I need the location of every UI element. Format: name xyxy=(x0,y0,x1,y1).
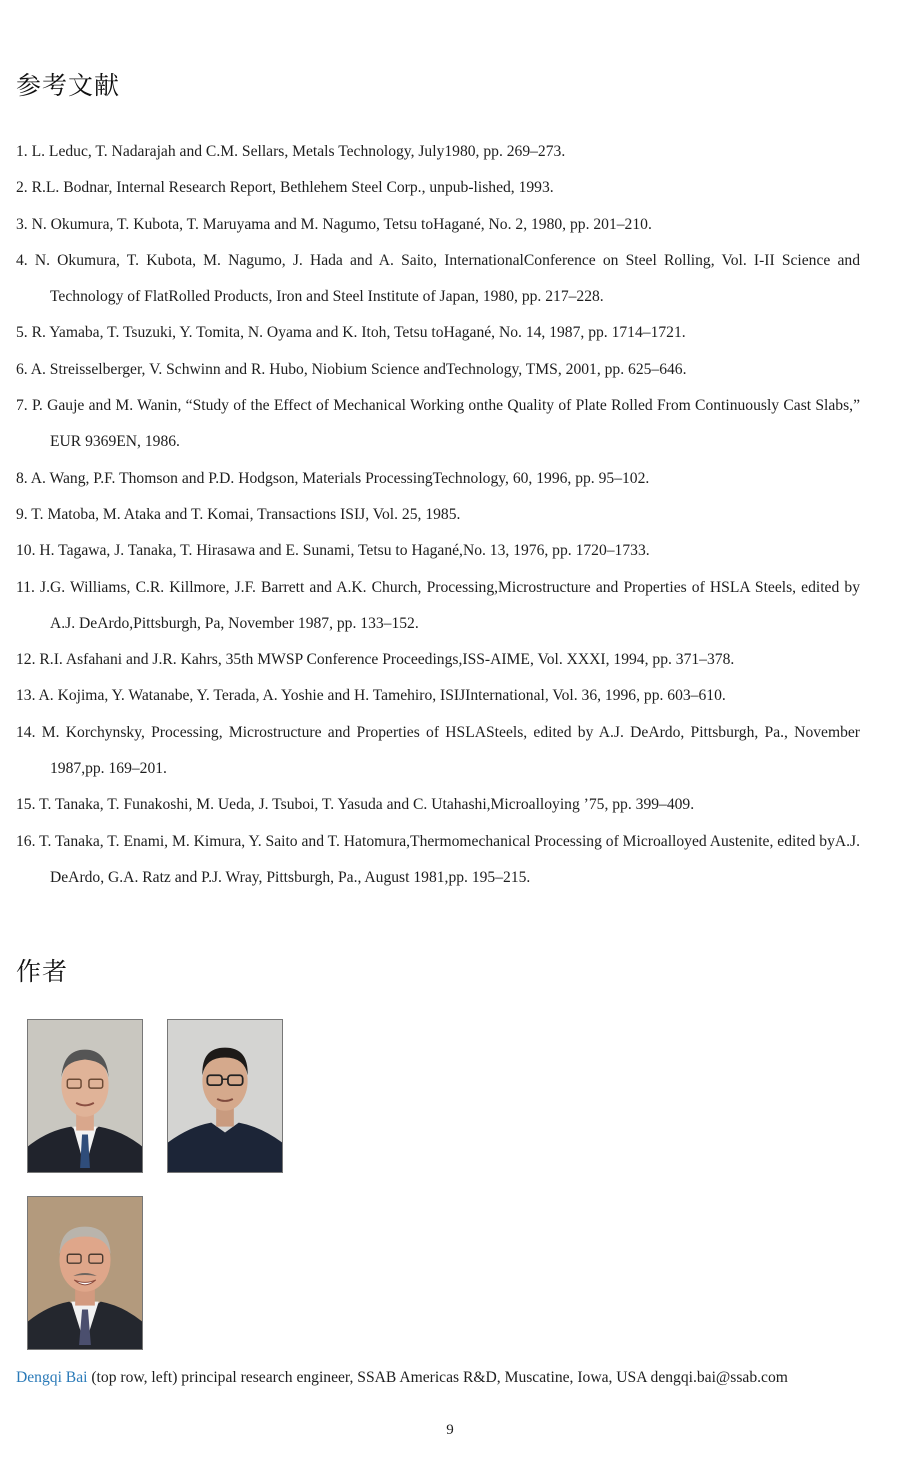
author-photo-3 xyxy=(27,1196,143,1350)
page-number: 9 xyxy=(446,1422,454,1438)
reference-item: 12. R.I. Asfahani and J.R. Kahrs, 35th MWSP Conference Proceedings,ISS-AIME, Vol. XXXI, 1994, pp. 371–378. xyxy=(16,651,735,669)
reference-item: 4. N. Okumura, T. Kubota, M. Nagumo, J. Hada and A. Saito, InternationalConference on Steel Rolling, Vol. I-II Science and Technology of FlatRolled Products, Iron and Steel Institute of Japan, 1980, pp. 217–228. xyxy=(16,251,860,306)
reference-item: 14. M. Korchynsky, Processing, Microstructure and Properties of HSLASteels, edited by A.J. DeArdo, Pittsburgh, Pa., November 1987,pp. 169–201. xyxy=(16,723,860,778)
author-photo-dengqi-bai xyxy=(27,1019,143,1173)
reference-item: 7. P. Gauje and M. Wanin, “Study of the Effect of Mechanical Working onthe Quality of Plate Rolled From Continuously Cast Slabs,” EUR 9369EN, 1986. xyxy=(16,397,860,451)
reference-item: 1. L. Leduc, T. Nadarajah and C.M. Sellars, Metals Technology, July1980, pp. 269–273. xyxy=(16,143,566,160)
reference-item: 13. A. Kojima, Y. Watanabe, Y. Terada, A. Yoshie and H. Tamehiro, ISIJInternational, Vol. 36, 1996, pp. 603–610. xyxy=(16,687,726,705)
reference-item: 15. T. Tanaka, T. Funakoshi, M. Ueda, J. Tsuboi, T. Yasuda and C. Utahashi,Microalloying ’75, pp. 399–409. xyxy=(16,796,695,814)
references-heading: 参考文献 xyxy=(16,71,121,100)
author-description: (top row, left) principal research engineer, SSAB Americas R&D, Muscatine, Iowa, USA dengqi.bai@ssab.com xyxy=(87,1369,788,1386)
reference-item: 3. N. Okumura, T. Kubota, T. Maruyama and M. Nagumo, Tetsu toHagané, No. 2, 1980, pp. 201–210. xyxy=(16,215,652,233)
reference-item: 5. R. Yamaba, T. Tsuzuki, Y. Tomita, N. Oyama and K. Itoh, Tetsu toHagané, No. 14, 1987, pp. 1714–1721. xyxy=(16,324,686,342)
reference-item: 6. A. Streisselberger, V. Schwinn and R. Hubo, Niobium Science andTechnology, TMS, 2001, pp. 625–646. xyxy=(16,360,687,378)
reference-item: 11. J.G. Williams, C.R. Killmore, J.F. Barrett and A.K. Church, Processing,Microstructure and Properties of HSLA Steels, edited by A.J. DeArdo,Pittsburgh, Pa, November 1987, pp. 133–152. xyxy=(16,578,860,632)
references-list xyxy=(16,134,860,896)
author-photo-2 xyxy=(167,1019,283,1173)
author-caption xyxy=(16,1367,876,1389)
reference-item: 2. R.L. Bodnar, Internal Research Report, Bethlehem Steel Corp., unpub-lished, 1993. xyxy=(16,179,554,197)
reference-item: 8. A. Wang, P.F. Thomson and P.D. Hodgson, Materials ProcessingTechnology, 60, 1996, pp. 95–102. xyxy=(16,469,650,487)
authors-heading: 作者 xyxy=(16,957,69,986)
reference-item: 9. T. Matoba, M. Ataka and T. Komai, Transactions ISIJ, Vol. 25, 1985. xyxy=(16,505,461,523)
reference-item: 10. H. Tagawa, J. Tanaka, T. Hirasawa and E. Sunami, Tetsu to Hagané,No. 13, 1976, pp. 1720–1733. xyxy=(16,542,650,560)
reference-item: 16. T. Tanaka, T. Enami, M. Kimura, Y. Saito and T. Hatomura,Thermomechanical Processing of Microalloyed Austenite, edited byA.J. DeArdo, G.A. Ratz and P.J. Wray, Pittsburgh, Pa., August 1981,pp. 195–215. xyxy=(16,832,860,886)
author-name: Dengqi Bai xyxy=(16,1369,88,1386)
